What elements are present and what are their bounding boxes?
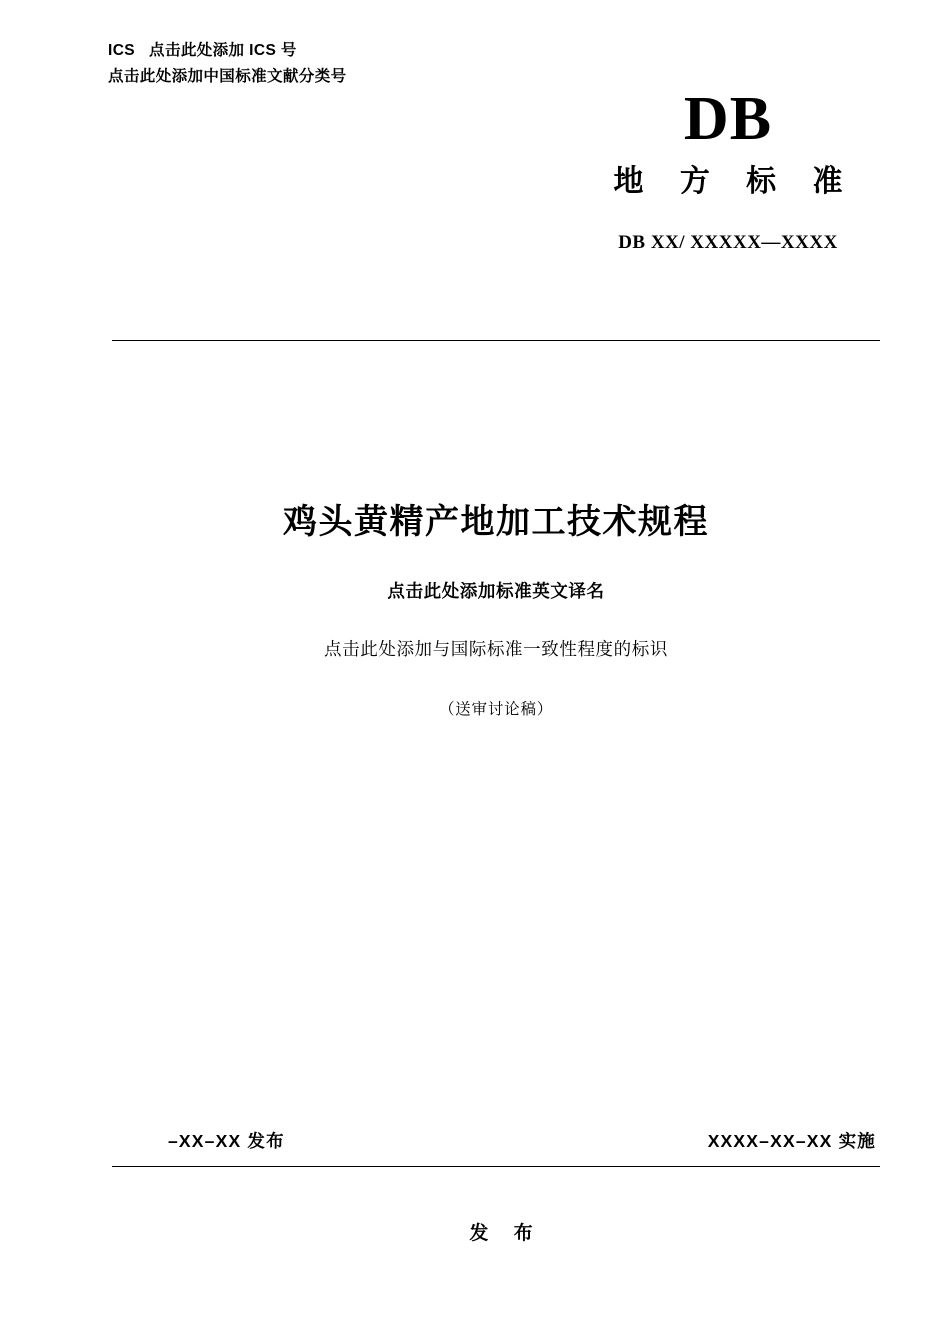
title-english-placeholder[interactable]: 点击此处添加标准英文译名: [387, 581, 605, 601]
title-block: [112, 500, 880, 722]
db-logo-block: [568, 85, 888, 254]
draft-stage-label: （送审讨论稿）: [438, 701, 554, 718]
implement-date[interactable]: XXXX–XX–XX 实施: [707, 1131, 876, 1151]
ics-line: [108, 38, 628, 64]
footer-dates: [112, 1128, 880, 1153]
ics-label: ICS: [108, 42, 136, 59]
classification-line: [108, 64, 628, 90]
db-mark: DB: [683, 85, 773, 153]
ics-number-placeholder[interactable]: 点击此处添加 ICS 号: [149, 42, 297, 59]
issue-date[interactable]: –XX–XX 发布: [168, 1131, 285, 1151]
divider-bottom: [112, 1166, 880, 1167]
divider-top: [112, 340, 880, 341]
standard-code[interactable]: DB XX/ XXXXX—XXXX: [618, 232, 838, 253]
db-subtitle: 地 方 标 准: [613, 165, 857, 198]
page-title: 鸡头黄精产地加工技术规程: [283, 503, 709, 541]
header-ics-block: [108, 38, 628, 90]
publisher-label: 发 布: [469, 1223, 543, 1244]
consistency-placeholder[interactable]: 点击此处添加与国际标准一致性程度的标识: [324, 639, 668, 659]
classification-placeholder[interactable]: 点击此处添加中国标准文献分类号: [108, 68, 347, 85]
